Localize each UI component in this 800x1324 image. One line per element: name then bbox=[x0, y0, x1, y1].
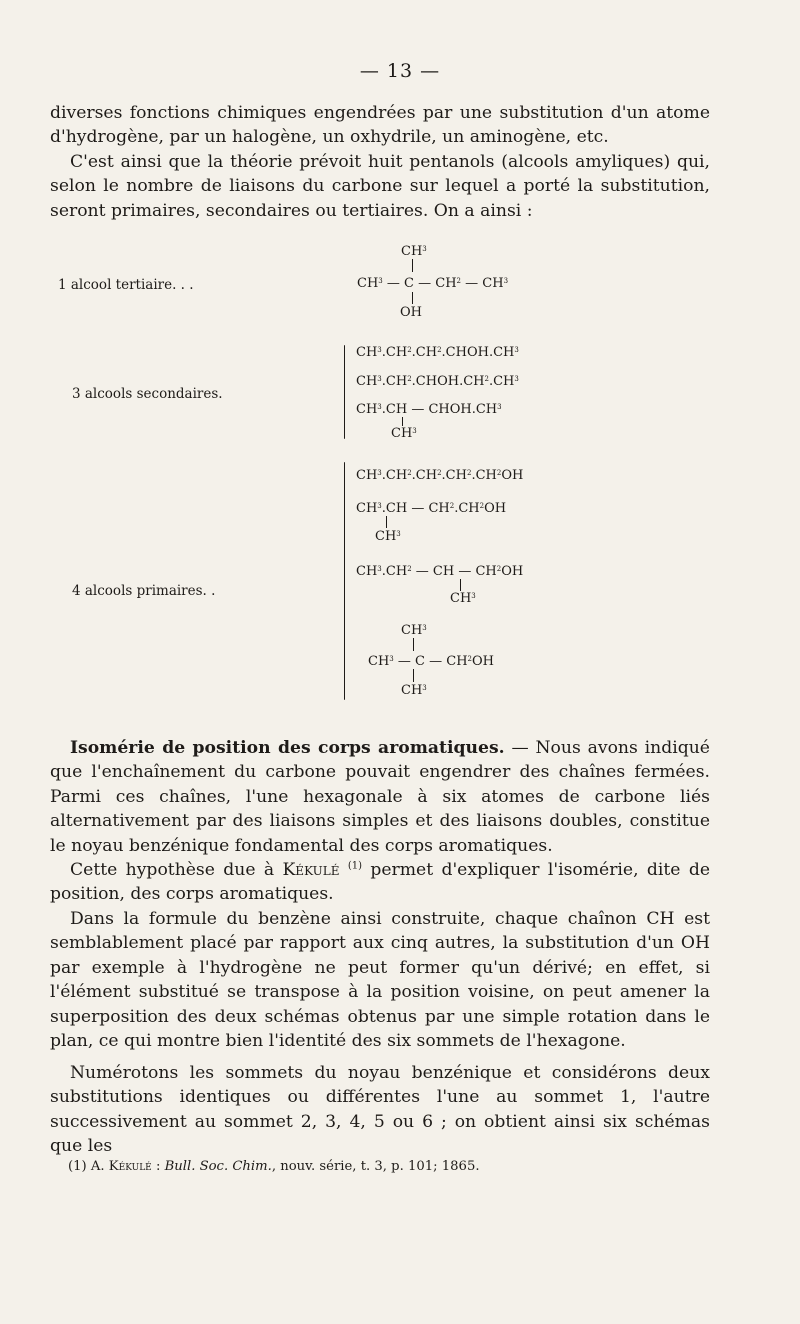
paragraph-kekule: Cette hypothèse due à Kékulé $^{(1)}$ permet d'expliquer l'isomérie, dite de position, des corps aromatiques. bbox=[50, 860, 711, 905]
section-heading: Isomérie de position des corps aromatiques. bbox=[70, 738, 505, 758]
paragraph-isomerie-text: — Nous avons indiqué que l'enchaînement du carbone pouvait engendrer des chaînes fermées. Parmi ces chaînes, l'une hexagonale à six atomes de carbone liés alternativement par des liaisons simples et des liaisons doubles, constitue le noyau benzénique fondamental des corps aromatiques. bbox=[50, 738, 710, 856]
primary-bond-2 bbox=[386, 516, 387, 528]
secondary-bond-branch bbox=[402, 417, 403, 426]
primary-top-4: $CH^3$ bbox=[401, 623, 427, 638]
paragraph-pentanols bbox=[50, 150, 710, 223]
primary-formula-2: $CH^3.CH$ — $CH^2.CH^2OH$ bbox=[356, 501, 507, 516]
primary-bond-3 bbox=[460, 579, 461, 591]
tertiary-bond-bottom bbox=[412, 292, 413, 304]
primary-brace bbox=[344, 462, 345, 700]
paragraph-benzene-text: Dans la formule du benzène ainsi construite, chaque chaînon CH est semblablement placé par rapport aux cinq autres, la substitution d'un OH par exemple à l'hydrogène ne peut former qu'un dérivé; en effet, si l'élément substitué se transpose à la position voisine, on peut amener la superposition des deux schémas obtenus par une simple rotation dans le plan, ce qui montre bien l'identité des six sommets de l'hexagone. bbox=[50, 909, 710, 1052]
tertiary-label: 1 alcool tertiaire. . . bbox=[58, 277, 194, 293]
secondary-branch: $CH^3$ bbox=[391, 426, 417, 441]
primary-formula-4: $CH^3$ — C — $CH^2OH$ bbox=[368, 654, 494, 669]
tertiary-oh: OH bbox=[400, 305, 422, 320]
primary-label: 4 alcools primaires. . bbox=[72, 583, 216, 599]
primary-branch-4: $CH^3$ bbox=[401, 683, 427, 698]
primary-formula-3: $CH^3.CH^2$ — CH — $CH^2OH$ bbox=[356, 564, 524, 579]
secondary-label: 3 alcools secondaires. bbox=[72, 386, 223, 402]
footnote-ref: (1) bbox=[347, 860, 362, 872]
paragraph-numerotons-text: Numérotons les sommets du noyau benzénique et considérons deux substitutions identiques ou différentes l'une au sommet 1, l'autre successivement au sommet 2, 3, 4, 5 ou 6 ; on obtient ainsi six schémas que les bbox=[50, 1063, 710, 1157]
footnote-author: Kékulé bbox=[108, 1159, 152, 1174]
primary-branch-2: $CH^3$ bbox=[375, 529, 401, 544]
tertiary-top-group: $CH^3$ bbox=[401, 244, 427, 259]
primary-bond-4-top bbox=[413, 638, 414, 651]
tertiary-bond-top bbox=[412, 259, 413, 272]
secondary-formula-3: $CH^3.CH$ — $CHOH.CH^3$ bbox=[356, 402, 502, 417]
primary-formula-1: $CH^3.CH^2.CH^2.CH^2.CH^2OH$ bbox=[356, 468, 524, 483]
footnote-journal: Bull. Soc. Chim. bbox=[164, 1159, 272, 1174]
footnote: (1) A. Kékulé : Bull. Soc. Chim., nouv. série, t. 3, p. 101; 1865. bbox=[68, 1159, 480, 1174]
paragraph-numerotons bbox=[50, 1061, 710, 1159]
paragraph-intro-text: diverses fonctions chimiques engendrées par une substitution d'un atome d'hydrogène, par un halogène, un oxhydrile, un aminogène, etc. bbox=[50, 103, 710, 148]
secondary-formula-2: $CH^3.CH^2.CHOH.CH^2.CH^3$ bbox=[356, 374, 519, 389]
secondary-brace bbox=[344, 345, 345, 439]
page-number: — 13 — bbox=[359, 60, 441, 82]
primary-bond-4-bottom bbox=[413, 669, 414, 682]
secondary-formula-1: $CH^3.CH^2.CH^2.CHOH.CH^3$ bbox=[356, 345, 519, 360]
tertiary-formula: $CH^3$ — C — $CH^2$ — $CH^3$ bbox=[357, 276, 509, 291]
paragraph-pentanols-text: C'est ainsi que la théorie prévoit huit pentanols (alcools amyliques) qui, selon le nombre de liaisons du carbone sur lequel a porté la substitution, seront primaires, secondaires ou tertiaires. On a ainsi : bbox=[50, 152, 710, 221]
primary-branch-3: $CH^3$ bbox=[450, 591, 476, 606]
paragraph-isomerie bbox=[50, 736, 710, 858]
author-kekule: Kékulé bbox=[282, 860, 340, 880]
paragraph-benzene bbox=[50, 907, 710, 1053]
paragraph-intro bbox=[50, 101, 710, 150]
